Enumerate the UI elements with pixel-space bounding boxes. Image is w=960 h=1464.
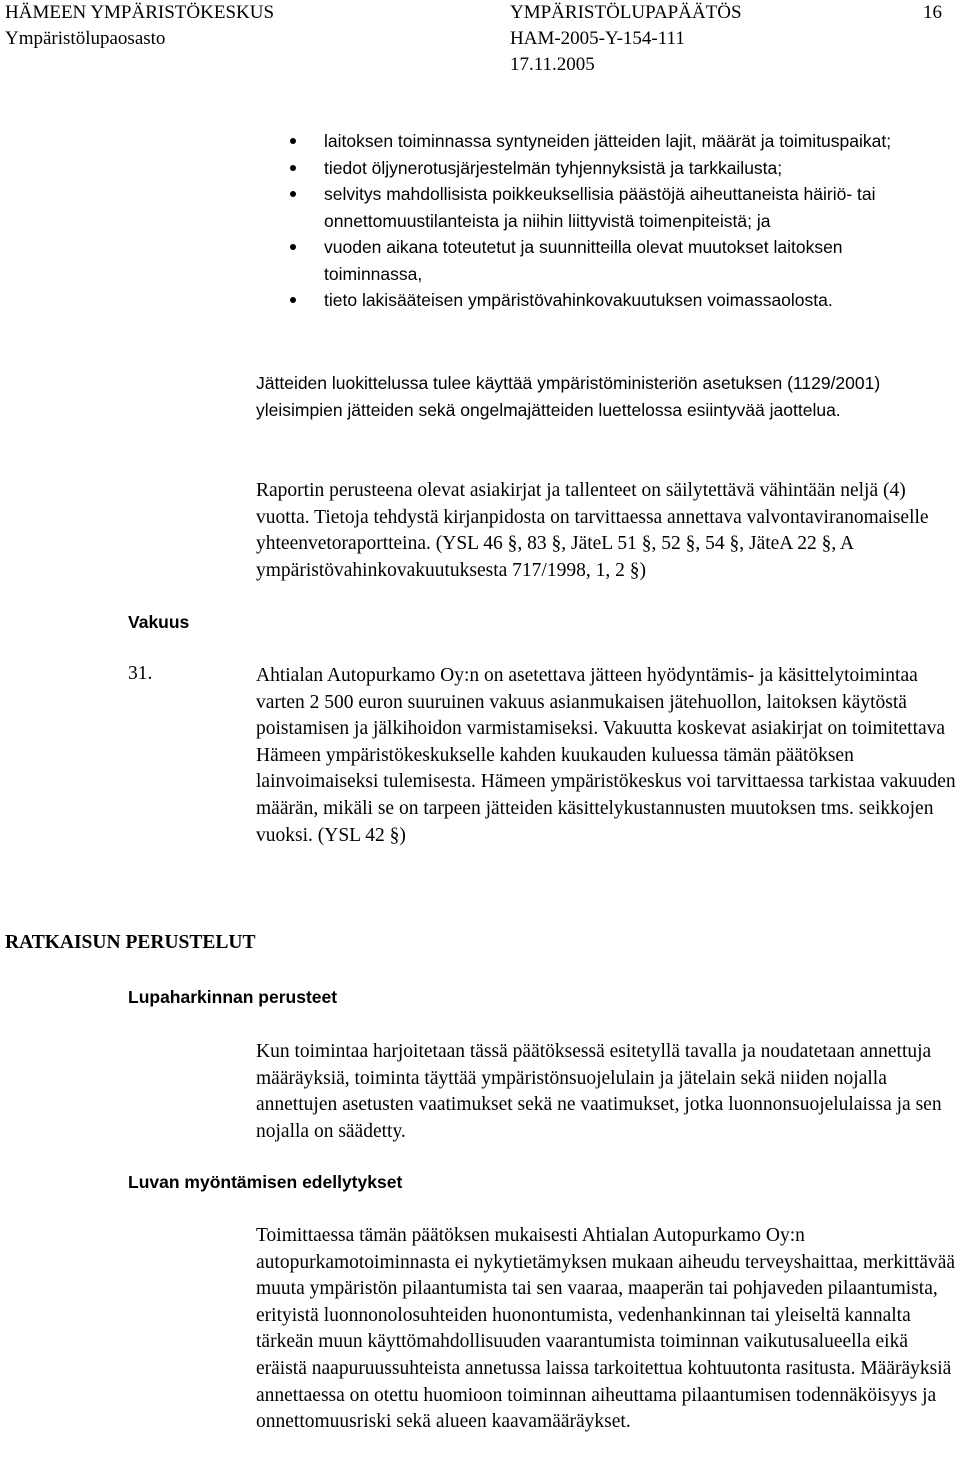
- header-doc-type: YMPÄRISTÖLUPAPÄÄTÖS: [510, 2, 742, 23]
- list-item-text: vuoden aikana toteutetut ja suunnitteilla olevat muutokset laitoksen toiminnassa,: [324, 237, 843, 284]
- vakuus-paragraph: Ahtialan Autopurkamo Oy:n on asetettava jätteen hyödyntämis- ja käsittelytoimintaa varten 2 500 euron suuruinen vakuus asianmukaisen jätehuollon, laitoksen käytöstä poistamisen ja jälkihoidon varmistamiseksi. Vakuutta koskevat asiakirjat on toimitettava Hämeen ympäristökeskukselle kahden kuukauden kuluessa tämän päätöksen lainvoimaiseksi tulemisesta. Hämeen ympäristökeskus voi tarvittaessa tarkistaa vakuuden määrän, mikäli se on tarpeen jätteiden käsittelykustannusten muutoksen tms. seikkojen vuoksi. (YSL 42 §): [256, 665, 956, 846]
- item-number: 31.: [128, 663, 153, 684]
- bullet-icon: [290, 191, 296, 197]
- bullet-icon: [290, 165, 296, 171]
- header-dept: Ympäristölupaosasto: [5, 28, 166, 49]
- edellytykset-label: Luvan myöntämisen edellytykset: [128, 1172, 403, 1192]
- list-item: [290, 128, 940, 155]
- list-item: [290, 155, 940, 182]
- report-contents-list: [290, 128, 940, 314]
- list-item-text: tiedot öljynerotusjärjestelmän tyhjennyksistä ja tarkkailusta;: [324, 157, 783, 178]
- edellytykset-paragraph: Toimittaessa tämän päätöksen mukaisesti Ahtialan Autopurkamo Oy:n autopurkamotoiminnasta ei nykytietämyksen mukaan aiheudu terveyshaittaa, merkittävää muuta ympäristön pilaantumista tai sen vaaraa, maaperän tai pohjaveden pilaantumista, erityistä luonnonolosuhteiden huonontumista, vedenhankinnan tai yleiseltä kannalta tärkeän muun käyttömahdollisuuden vaarantumista toiminnan vaikutusalueella eikä eräistä naapuruussuhteista annetussa laissa tarkoitettua kohtuutonta rasitusta. Määräyksiä annettaessa on otettu huomioon toiminnan aiheuttama pilaantumisen todennäköisyys ja onnettomuusriski sekä alueen kaavamääräykset.: [256, 1225, 956, 1433]
- list-item-text: laitoksen toiminnassa syntyneiden jätteiden lajit, määrät ja toimituspaikat;: [324, 131, 892, 151]
- list-item: [290, 287, 940, 314]
- header-left: [5, 0, 274, 52]
- section-title: RATKAISUN PERUSTELUT: [5, 932, 256, 953]
- vakuus-label: Vakuus: [128, 612, 190, 632]
- header-doc-id: HAM-2005-Y-154-111: [510, 28, 685, 49]
- list-item-text: tieto lakisääteisen ympäristövahinkovakuutuksen voimassaolosta.: [324, 290, 833, 310]
- header-org: HÄMEEN YMPÄRISTÖKESKUS: [5, 2, 275, 23]
- bullet-icon: [290, 138, 296, 144]
- header-date: 17.11.2005: [510, 54, 595, 75]
- bullet-icon: [290, 297, 296, 303]
- page-number: 16: [923, 2, 942, 23]
- lupaharkinta-label: Lupaharkinnan perusteet: [128, 987, 338, 1007]
- retention-paragraph: Raportin perusteena olevat asiakirjat ja tallenteet on säilytettävä vähintään neljä (4) vuotta. Tietoja tehdystä kirjanpidosta on tarvittaessa annettava valvontaviranomaiselle yhteenvetoraportteina. (YSL 46 §, 83 §, JäteL 51 §, 52 §, 54 §, JäteA 22 §, A ympäristövahinkovakuutuksesta 717/1998, 1, 2 §): [256, 480, 929, 581]
- classification-paragraph: Jätteiden luokittelussa tulee käyttää ympäristöministeriön asetuksen (1129/2001) yleisimpien jätteiden sekä ongelmajätteiden luettelossa esiintyvää jaottelua.: [256, 373, 881, 420]
- lupaharkinta-paragraph: Kun toimintaa harjoitetaan tässä päätöksessä esitetyllä tavalla ja noudatetaan annettuja määräyksiä, toiminta täyttää ympäristönsuojelulain ja jätelain sekä niiden nojalla annettujen asetusten vaatimukset sekä ne vaatimukset, jotka luonnonsuojelulaissa ja sen nojalla on säädetty.: [256, 1041, 942, 1142]
- list-item: [290, 234, 940, 287]
- list-item-text: selvitys mahdollisista poikkeuksellisia päästöjä aiheuttaneista häiriö- tai onnettomuustilanteista ja niihin liittyvistä toimenpiteistä; ja: [324, 184, 876, 231]
- bullet-icon: [290, 244, 296, 250]
- header-middle: [510, 0, 742, 78]
- list-item: [290, 181, 940, 234]
